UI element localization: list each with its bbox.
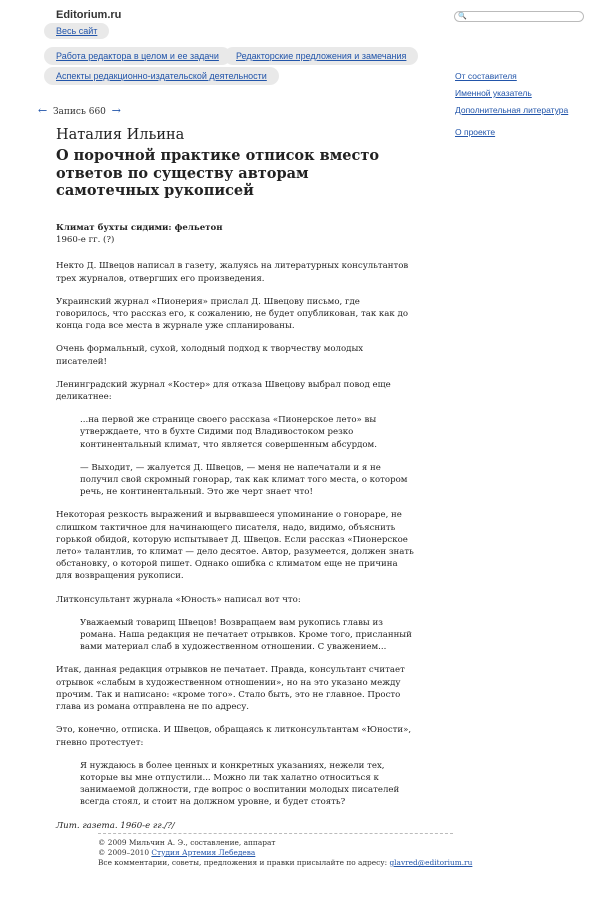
article-signature: Лит. газета. 1960-е гг./?/ <box>56 820 175 831</box>
nav-pill-editor-work[interactable]: Работа редактора в целом и ее задачи <box>44 47 231 65</box>
footer <box>98 838 472 868</box>
email-link[interactable]: glavred@editorium.ru <box>389 858 473 867</box>
paragraph: Ленинградский журнал «Костер» для отказа Швецову выбрал повод еще деликатнее: <box>56 379 391 403</box>
nav-pill-editor-proposals[interactable]: Редакторские предложения и замечания <box>224 47 418 65</box>
article-subtitle: Климат бухты сидими: фельетон <box>56 223 223 233</box>
site-logo[interactable]: Editorium.ru <box>56 9 122 21</box>
footer-copyright-compiler: © 2009 Мильчин А. Э., составление, аппарат <box>98 838 276 847</box>
article-date: 1960-е гг. (?) <box>56 235 115 246</box>
footer-divider <box>98 833 453 834</box>
quote-paragraph: Уважаемый товарищ Швецов! Возвращаем вам рукопись главы из романа. Наша редакция не печатает отрывков. Кроме того, присланный вами материал слаб в художественном отношении. С уважением... <box>80 617 412 653</box>
sidebar-link-about[interactable]: О проекте <box>455 127 496 137</box>
next-record-arrow[interactable]: → <box>111 104 121 117</box>
quote-paragraph: — Выходит, — жалуется Д. Швецов, — меня не напечатали и я не получил свой скромный гонорар, так как климат того места, о котором речь, не континентальный. Это же черт знает что! <box>80 462 408 498</box>
sidebar-link-name-index[interactable]: Именной указатель <box>455 88 532 98</box>
sidebar-link-compiler[interactable]: От составителя <box>455 71 517 81</box>
paragraph: Литконсультант журнала «Юность» написал вот что: <box>56 594 301 605</box>
quote-paragraph: ...на первой же странице своего рассказа «Пионерское лето» вы утверждаете, что в бухте Сидими под Владивостоком резко континентальный климат, что является совершенным абсурдом. <box>80 415 377 450</box>
sidebar-link-additional-literature[interactable]: Дополнительная литература <box>455 105 569 115</box>
nav-pill-publishing-aspects[interactable]: Аспекты редакционно-издательской деятельности <box>44 67 279 85</box>
paragraph: Итак, данная редакция отрывков не печатает. Правда, консультант считает отрывок «слабым в художественном отношении», но на это указано между прочим. Так и написано: «кроме того». Стало быть, это не главное. Просто глава из романа отправлена не по адресу. <box>56 665 405 713</box>
article-author: Наталия Ильина <box>56 127 185 143</box>
paragraph: Это, конечно, отписка. И Швецов, обращаясь к литконсультантам «Юности», гневно протестует: <box>56 725 412 748</box>
studio-link[interactable]: Студия Артемия Лебедева <box>151 848 256 857</box>
paragraph: Некоторая резкость выражений и вырвавшееся упоминание о гонораре, не слишком тактичное для начинающего писателя, надо, видимо, объяснить горькой обидой, которую испытывает Д. Швецов. Если рассказ «Пионерское лето» талантлив, то климат — дело десятое. Автор, разумеется, должен знать обстановку, о которой пишет. Однако ошибка с климатом еще не причина для возвращения рукописи. <box>56 510 414 582</box>
article-body <box>56 222 416 843</box>
footer-copyright-studio <box>98 848 472 858</box>
record-nav <box>38 104 121 117</box>
prev-record-arrow[interactable]: ← <box>38 104 48 117</box>
search-icon: 🔍 <box>458 12 467 20</box>
all-site-link[interactable]: Весь сайт <box>44 23 109 39</box>
footer-studio-prefix: © 2009–2010 <box>98 848 152 857</box>
footer-contact <box>98 858 472 868</box>
paragraph: Украинский журнал «Пионерия» прислал Д. Швецову письмо, где говорилось, что рассказ его, к сожалению, не будет опубликован, так как до конца года все места в журнале уже спланированы. <box>56 296 408 332</box>
record-label: Запись 660 <box>52 107 106 117</box>
paragraph: Очень формальный, сухой, холодный подход к творчеству молодых писателей! <box>56 344 364 367</box>
search-input[interactable] <box>454 11 584 22</box>
paragraph: Некто Д. Швецов написал в газету, жалуясь на литературных консультантов трех журналов, отвергших его произведения. <box>56 261 409 284</box>
footer-contact-prefix: Все комментарии, советы, предложения и правки присылайте по адресу: <box>98 858 390 867</box>
article-title: О порочной практике отписок вместо ответов по существу авторам самотечных рукописей <box>56 147 380 199</box>
quote-paragraph: Я нуждаюсь в более ценных и конкретных указаниях, нежели тех, которые вы мне отпустили... Можно ли так халатно относиться к занимаемой должности, где вопрос о воспитании молодых писателей всегда стоял, и стоит на должном уровне, и будет стоять? <box>80 760 400 808</box>
